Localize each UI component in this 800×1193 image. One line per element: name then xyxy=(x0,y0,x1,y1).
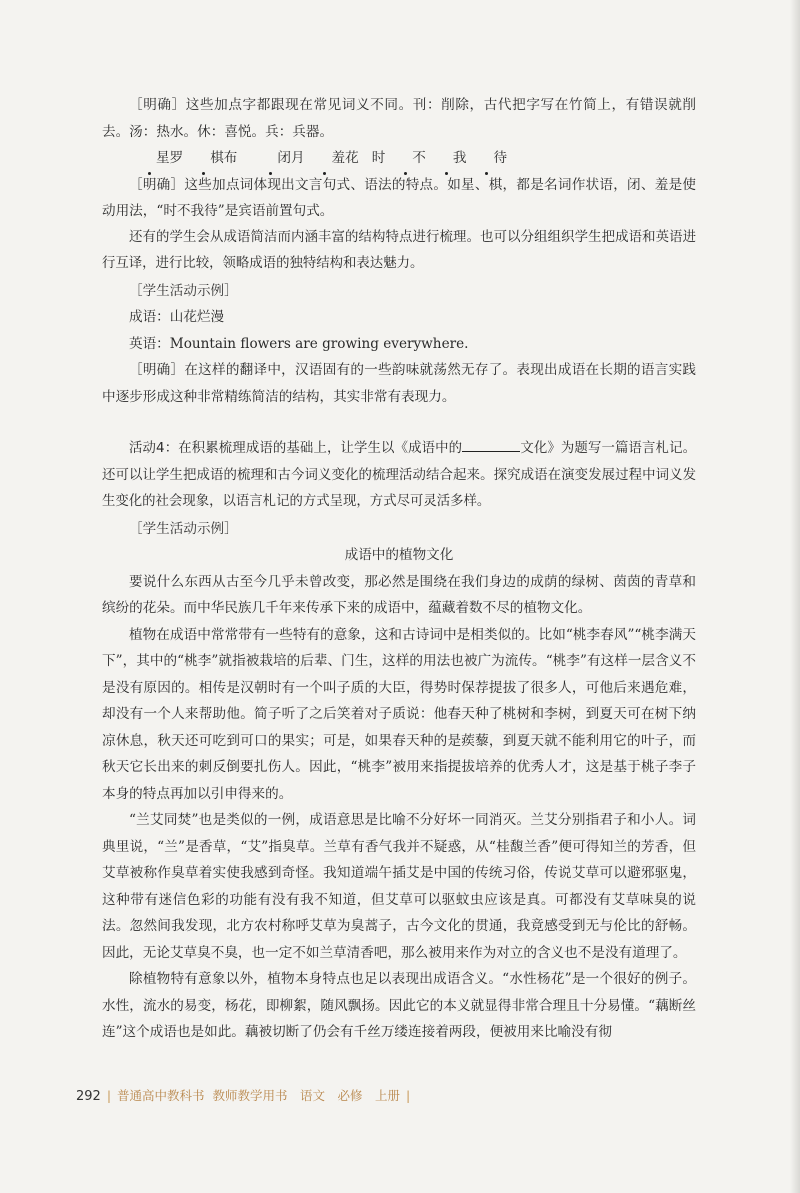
section-gap xyxy=(102,410,696,436)
student-activity-tag-2: ［学生活动示例］ xyxy=(129,520,238,537)
idiom-biyuexiuhua: 闭 月 羞 花 xyxy=(250,150,358,166)
page-edge-shadow xyxy=(790,0,800,1193)
idiom-xingluoqibu: 星 罗 棋 布 xyxy=(129,150,237,166)
footer-divider-end: | xyxy=(406,1088,411,1103)
essay-paragraph-4: 除植物特有意象以外，植物本身特点也足以表现出成语含义。“水性杨花”是一个很好的例子。水性，流水的易变，杨花，即柳絮，随风飘扬。因此它的本义就显得非常合理且十分易懂。“藕断丝连”这个成语也是如此。藕被切断了仍会有千丝万缕连接着两段，便被用来比喻没有彻 xyxy=(102,971,696,1040)
essay-paragraph-1: 要说什么东西从古至今几乎未曾改变，那必然是围绕在我们身边的成荫的绿树、茵茵的青草和缤纷的花朵。而中华民族几千年来传承下来的成语中，蕴藏着数不尽的植物文化。 xyxy=(102,573,696,616)
footer-book-title: 教师教学用书 语文 必修 上册 xyxy=(212,1088,401,1103)
activity-4-paragraph: 活动4：在积累梳理成语的基础上，让学生以《成语中的 文化》为题写一篇语言札记。还可以让学生把成语的梳理和古今词义变化的梳理活动结合起来。探究成语在演变发展过程中词义发生变化的社会现象，以语言札记的方式呈现，方式尽可灵活多样。 xyxy=(102,441,696,509)
essay-paragraph-3: “兰艾同焚”也是类似的一例，成语意思是比喻不分好坏一同消灭。兰艾分别指君子和小人。词典里说，“兰”是香草，“艾”指臭草。兰草有香气我并不疑惑，从“桂馥兰香”便可得知兰的芳香，但艾草被称作臭草着实使我感到奇怪。我知道端午插艾是中国的传统习俗，传说艾草可以避邪驱鬼，这种带有迷信色彩的功能有没有我不知道，但艾草可以驱蚊虫应该是真。可都没有艾草味臭的说法。忽然间我发现，北方农村称呼艾草为臭蒿子，古今文化的贯通，我竟感受到无与伦比的舒畅。因此，无论艾草臭不臭，也一定不如兰草清香吧，那么被用来作为对立的含义也不是没有道理了。 xyxy=(102,812,696,961)
page-content xyxy=(102,92,696,1046)
page-number: 292 xyxy=(76,1089,101,1104)
clarify-paragraph-2: ［明确］这些加点词体现出文言句式、语法的特点。如星、棋，都是名词作状语，闭、羞是使动用法，“时不我待”是宾语前置句式。 xyxy=(102,176,696,219)
student-activity-tag-1: ［学生活动示例］ xyxy=(129,282,238,299)
idiom-shibuwodai: 时 不 我 待 xyxy=(372,150,507,166)
essay-paragraph-2: 植物在成语中常常带有一些特有的意象，这和古诗词中是相类似的。比如“桃李春风”“桃李满天下”，其中的“桃李”就指被栽培的后辈、门生，这样的用法也被广为流传。“桃李”有这样一层含义不是没有原因的。相传是汉朝时有一个叫子质的大臣，得势时保荐提拔了很多人，可他后来遇危难，却没有一个人来帮助他。简子听了之后笑着对子质说：他春天种了桃树和李树，到夏天可在树下纳凉休息，秋天还可吃到可口的果实；可是，如果春天种的是蒺藜，到夏天就不能利用它的叶子，而秋天它长出来的刺反倒要扎伤人。因此，“桃李”被用来指提拔培养的优秀人才，这是基于桃子李子本身的特点再加以引申得来的。 xyxy=(102,626,696,802)
page-footer xyxy=(76,1086,416,1104)
structure-paragraph: 还有的学生会从成语简洁而内涵丰富的结构特点进行梳理。也可以分组组织学生把成语和英语进行互译，进行比较，领略成语的独特结构和表达魅力。 xyxy=(102,229,696,271)
fill-in-blank xyxy=(462,439,520,452)
clarify-paragraph-3: ［明确］在这样的翻译中，汉语固有的一些韵味就荡然无存了。表现出成语在长期的语言实践中逐步形成这种非常精练简洁的结构，其实非常有表现力。 xyxy=(102,362,696,405)
idiom-examples-line xyxy=(102,145,696,172)
example-chinese: 成语：山花烂漫 xyxy=(129,309,225,325)
example-english: 英语：Mountain flowers are growing everywhere. xyxy=(129,335,469,352)
footer-divider: | xyxy=(106,1088,112,1103)
essay-title: 成语中的植物文化 xyxy=(344,547,454,563)
clarify-paragraph-1: ［明确］这些加点字都跟现在常见词义不同。刊：削除，古代把字写在竹简上，有错误就削去。汤：热水。休：喜悦。兵：兵器。 xyxy=(102,97,696,140)
footer-series: 普通高中教科书 xyxy=(117,1088,205,1103)
